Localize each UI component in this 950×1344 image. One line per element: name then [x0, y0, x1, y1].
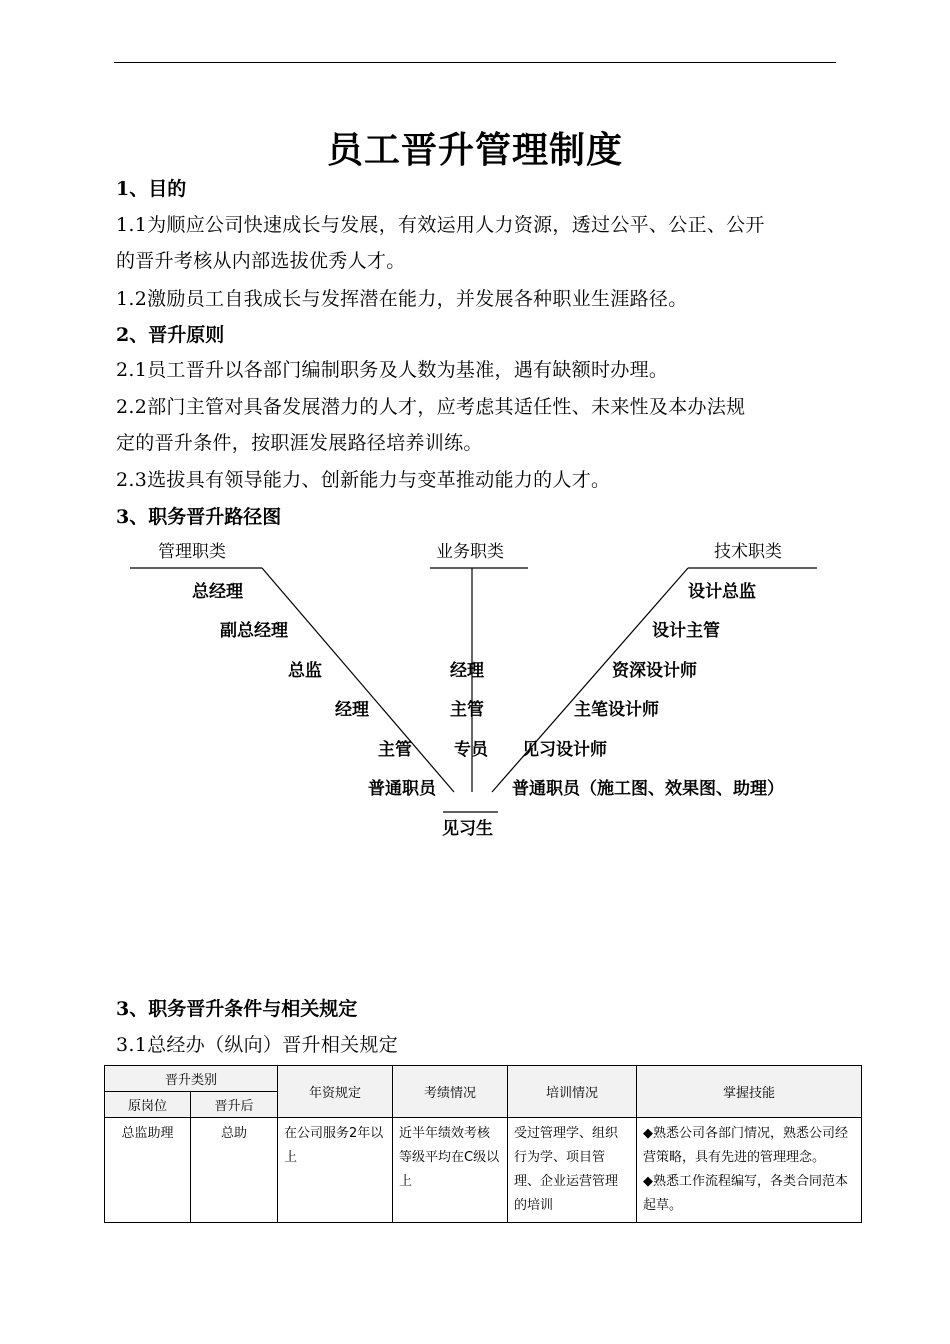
section-path-heading: 3、职务晋升路径图 [116, 506, 282, 528]
cell-salary: 在公司服务2年以上 [278, 1118, 393, 1223]
cell-skill [637, 1118, 862, 1223]
header-performance: 考绩情况 [393, 1066, 508, 1118]
tech-level-5: 见习设计师 [522, 740, 607, 760]
paragraph-1-1b: 的晋升考核从内部选拔优秀人才。 [116, 250, 406, 272]
mgmt-level-5: 主管 [378, 740, 412, 760]
paragraph-2-1: 2.1员工晋升以各部门编制职务及人数为基准，遇有缺额时办理。 [116, 359, 669, 381]
header-rule [114, 62, 836, 63]
section-purpose-heading: 1、目的 [116, 178, 187, 200]
mgmt-level-6: 普通职员 [368, 779, 436, 799]
base-level: 见习生 [442, 819, 493, 839]
skill-item-2: ◆熟悉工作流程编写，各类合同范本起草。 [643, 1174, 849, 1213]
header-category: 晋升类别 [105, 1066, 278, 1092]
category-technical: 技术职类 [714, 542, 782, 562]
paragraph-2-2b: 定的晋升条件，按职涯发展路径培养训练。 [116, 432, 483, 454]
mgmt-level-2: 副总经理 [220, 621, 288, 641]
cell-training: 受过管理学、组织行为学、项目管理、企业运营管理的培训 [508, 1118, 637, 1223]
biz-level-1: 经理 [450, 661, 484, 681]
promotion-rules-table [104, 1065, 862, 1223]
tech-level-3: 资深设计师 [612, 661, 697, 681]
diagram-lines [0, 530, 950, 850]
biz-level-3: 专员 [454, 740, 488, 760]
header-skill: 掌握技能 [637, 1066, 862, 1118]
header-training: 培训情况 [508, 1066, 637, 1118]
table-row [105, 1118, 862, 1223]
document-title: 员工晋升管理制度 [326, 129, 623, 171]
tech-level-4: 主笔设计师 [574, 700, 659, 720]
mgmt-level-1: 总经理 [192, 582, 243, 602]
section-principle-heading: 2、晋升原则 [116, 324, 225, 346]
mgmt-level-4: 经理 [335, 700, 369, 720]
category-business: 业务职类 [436, 542, 504, 562]
paragraph-2-3: 2.3选拔具有领导能力、创新能力与变革推动能力的人才。 [116, 469, 611, 491]
tech-level-2: 设计主管 [652, 621, 720, 641]
header-original-post: 原岗位 [105, 1092, 191, 1118]
paragraph-1-1a: 1.1为顺应公司快速成长与发展，有效运用人力资源，透过公平、公正、公开 [116, 214, 765, 236]
header-salary: 年资规定 [278, 1066, 393, 1118]
paragraph-1-2: 1.2激励员工自我成长与发挥潜在能力，并发展各种职业生涯路径。 [116, 288, 688, 310]
promotion-path-diagram [0, 530, 950, 850]
tech-level-1: 设计总监 [688, 582, 756, 602]
skill-item-1: ◆熟悉公司各部门情况，熟悉公司经营策略，具有先进的管理理念。 [643, 1126, 849, 1165]
biz-level-2: 主管 [450, 700, 484, 720]
header-promoted-post: 晋升后 [191, 1092, 278, 1118]
section-conditions-heading: 3、职务晋升条件与相关规定 [116, 998, 358, 1020]
mgmt-level-3: 总监 [288, 661, 322, 681]
category-management: 管理职类 [158, 542, 226, 562]
subsection-3-1: 3.1总经办（纵向）晋升相关规定 [116, 1034, 399, 1056]
paragraph-2-2a: 2.2部门主管对具备发展潜力的人才，应考虑其适任性、未来性及本办法规 [116, 396, 746, 418]
cell-promoted-post: 总助 [191, 1118, 278, 1223]
tech-level-6: 普通职员（施工图、效果图、助理） [512, 779, 784, 799]
cell-original-post: 总监助理 [105, 1118, 191, 1223]
cell-performance: 近半年绩效考核等级平均在C级以上 [393, 1118, 508, 1223]
